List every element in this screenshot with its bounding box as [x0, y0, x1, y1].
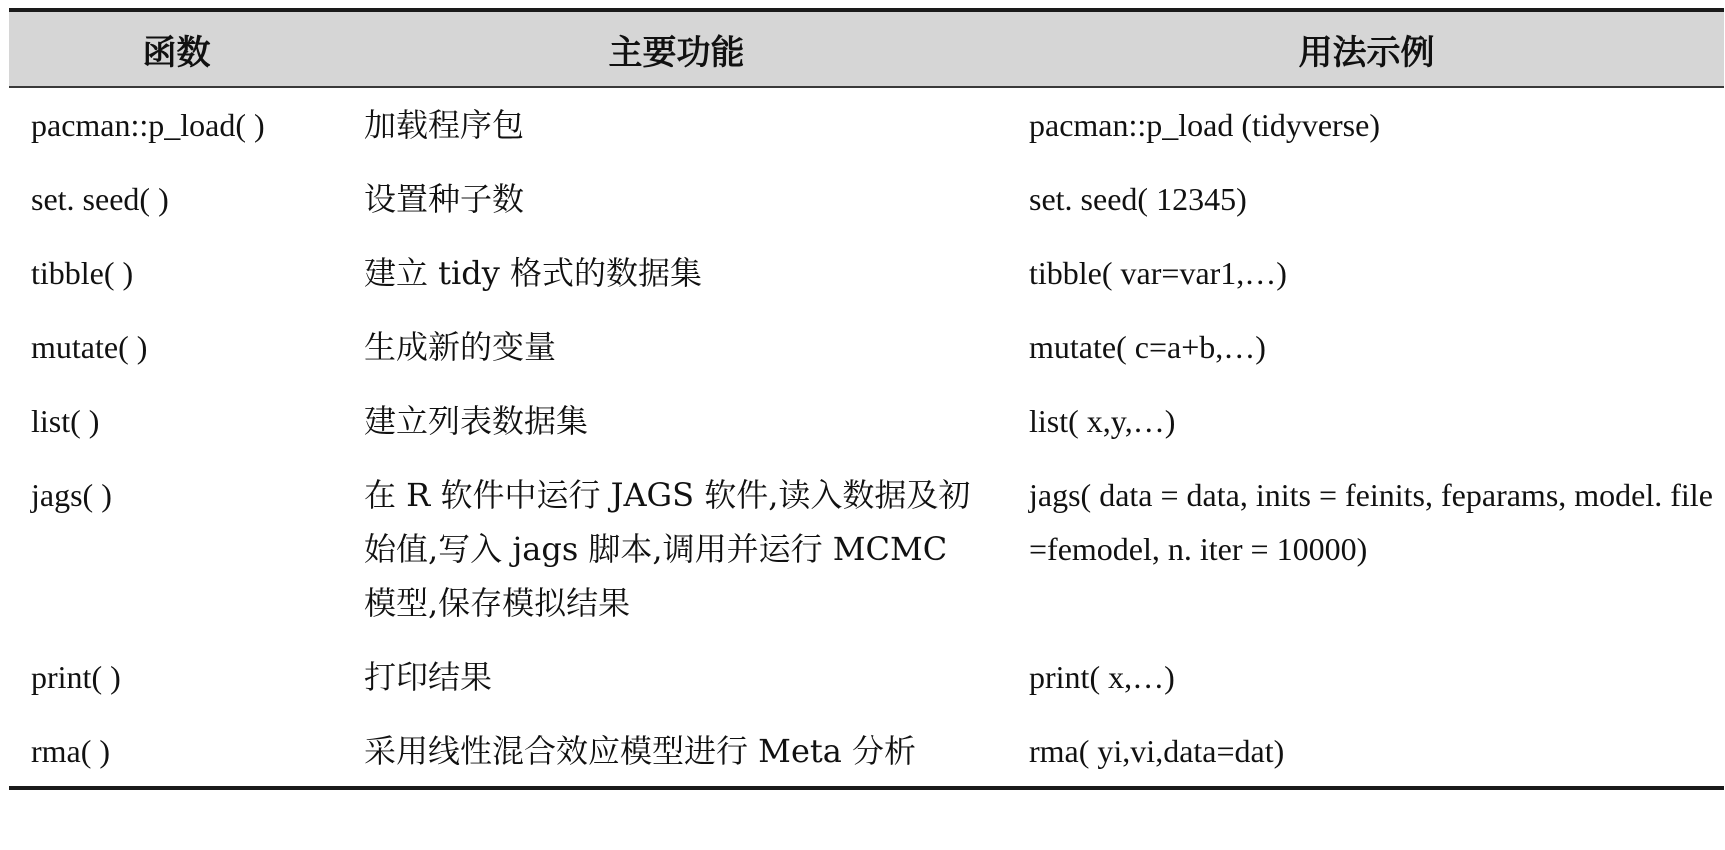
table-row	[9, 236, 1724, 310]
description-cell: 加载程序包	[364, 106, 525, 144]
header-usage-example: 用法示例	[1009, 10, 1724, 87]
function-cell: tibble( )	[31, 255, 134, 291]
table-row	[9, 640, 1724, 714]
header-function: 函数	[9, 10, 344, 87]
example-cell: tibble( var=var1,…)	[1029, 255, 1287, 291]
description-cell: 建立 tidy 格式的数据集	[364, 254, 703, 292]
function-cell: list( )	[31, 403, 100, 439]
example-cell: rma( yi,vi,data=dat)	[1009, 714, 1724, 788]
description-cell: 建立列表数据集	[364, 402, 589, 440]
table-row	[9, 384, 1724, 458]
table-body	[9, 87, 1724, 788]
example-cell: mutate( c=a+b,…)	[1029, 329, 1266, 365]
table-row	[9, 714, 1724, 788]
example-cell: pacman::p_load (tidyverse)	[1029, 107, 1380, 143]
header-main-function: 主要功能	[344, 10, 1009, 87]
table-header	[9, 10, 1724, 87]
function-cell: mutate( )	[31, 329, 148, 365]
table-row	[9, 310, 1724, 384]
function-table-container	[9, 8, 1724, 790]
description-cell: 生成新的变量	[364, 328, 557, 366]
example-cell: list( x,y,…)	[1029, 403, 1176, 439]
description-cell: 打印结果	[364, 658, 493, 696]
example-cell: set. seed( 12345)	[1029, 181, 1247, 217]
function-cell: set. seed( )	[31, 181, 169, 217]
example-cell: print( x,…)	[1029, 659, 1175, 695]
function-cell: jags( )	[31, 477, 112, 513]
table-row	[9, 87, 1724, 162]
example-cell: jags( data = data, inits = feinits, feparams, model. file =femodel, n. iter = 10000)	[1029, 477, 1713, 567]
description-cell: 在 R 软件中运行 JAGS 软件,读入数据及初始值,写入 jags 脚本,调用并运行 MCMC 模型,保存模拟结果	[364, 476, 971, 622]
description-cell: 采用线性混合效应模型进行 Meta 分析	[344, 714, 1009, 788]
header-row	[9, 10, 1724, 87]
function-cell: pacman::p_load( )	[31, 107, 265, 143]
description-cell: 设置种子数	[364, 180, 525, 218]
table-row	[9, 458, 1724, 640]
function-table	[9, 8, 1724, 790]
function-cell: print( )	[31, 659, 121, 695]
table-row	[9, 162, 1724, 236]
function-cell: rma( )	[9, 714, 344, 788]
